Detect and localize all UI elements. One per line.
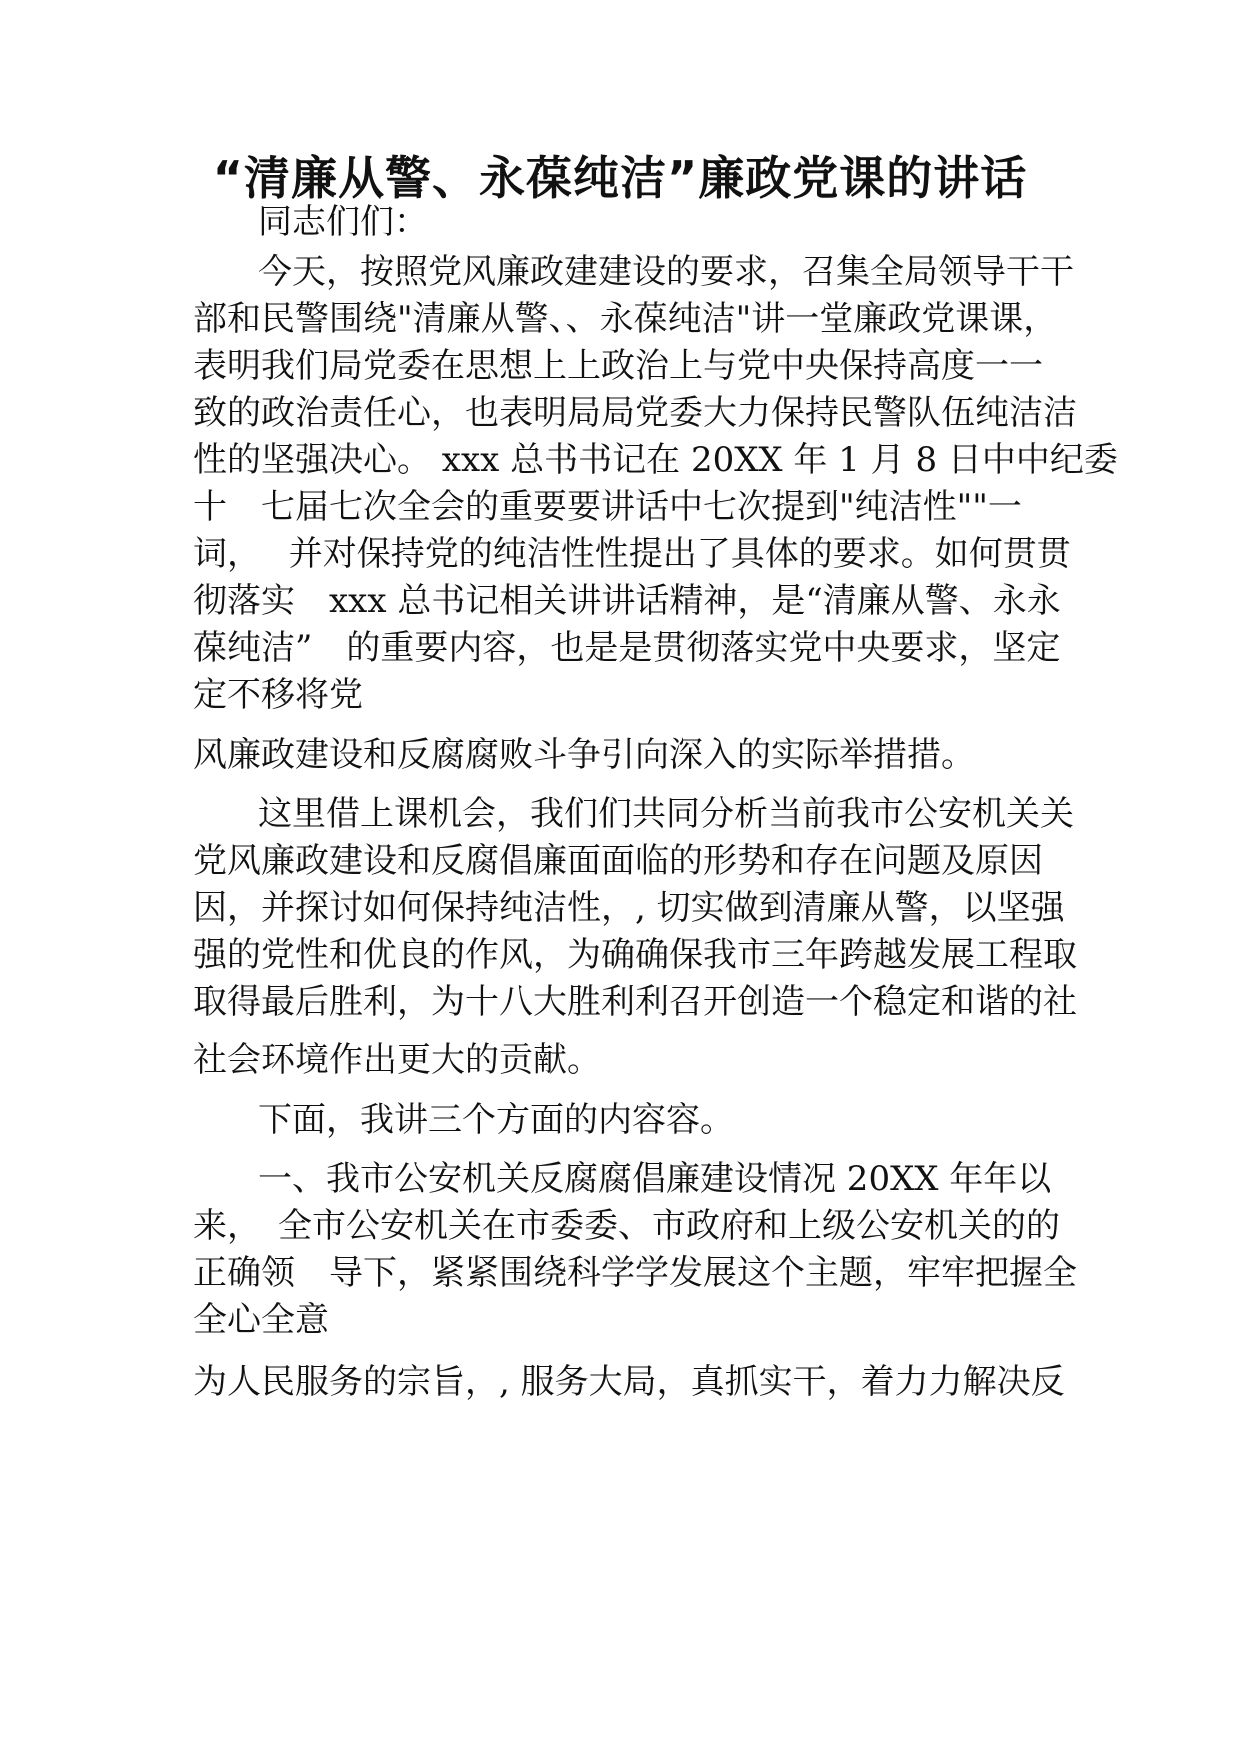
body-line: 为人民服务的宗旨，, 服务大局，真抓实干，着力力解决反 (193, 1362, 1065, 1402)
body-line: 词， 并对保持党的纯洁性性提出了具体的要求。如何贯贯 (193, 534, 1071, 574)
body-line: 十 七届七次全会的重要要讲话中七次提到"纯洁性""一 (193, 487, 1022, 527)
body-line: 党风廉政建设和反腐倡廉面面临的形势和存在问题及原因 (193, 841, 1043, 881)
body-line: 部和民警围绕"清廉从警、、永葆纯洁"讲一堂廉政党课课， (193, 299, 1058, 339)
body-line: 强的党性和优良的作风，为确确保我市三年跨越发展工程取 (193, 935, 1077, 975)
body-line: 今天，按照党风廉政建建设的要求，召集全局领导干干 (258, 252, 1074, 292)
body-line: 表明我们局党委在思想上上政治上与党中央保持高度一一 (193, 346, 1043, 386)
document-title: “清廉从警、永葆纯洁”廉政党课的讲话 (212, 151, 1028, 205)
body-line: 这里借上课机会，我们们共同分析当前我市公安机关关 (258, 794, 1074, 834)
body-line: 致的政治责任心，也表明局局党委大力保持民警队伍纯洁洁 (193, 393, 1077, 433)
section-heading-line: 一、我市公安机关反腐腐倡廉建设情况 20XX 年年以 (258, 1159, 1052, 1199)
body-line: 彻落实 xxx 总书记相关讲讲话精神，是“清廉从警、永永 (193, 581, 1061, 621)
body-line: 全心全意 (193, 1300, 329, 1340)
body-line: 定不移将党 (193, 675, 363, 715)
body-line: 正确领 导下，紧紧围绕科学学发展这个主题，牢牢把握全 (193, 1253, 1077, 1293)
salutation: 同志们们： (258, 202, 428, 242)
body-line: 性的坚强决心。 xxx 总书书记在 20XX 年 1 月 8 日中中纪委 (193, 440, 1118, 480)
body-line: 下面，我讲三个方面的内容容。 (258, 1100, 734, 1140)
body-line: 葆纯洁” 的重要内容，也是是贯彻落实党中央要求，坚定 (193, 628, 1061, 668)
body-line: 取得最后胜利，为十八大胜利利召开创造一个稳定和谐的社 (193, 982, 1077, 1022)
body-line: 来， 全市公安机关在市委委、市政府和上级公安机关的的 (193, 1206, 1060, 1246)
body-line: 社会环境作出更大的贡献。 (193, 1040, 601, 1080)
body-line: 因，并探讨如何保持纯洁性，, 切实做到清廉从警，以坚强 (193, 888, 1065, 928)
body-line: 风廉政建设和反腐腐败斗争引向深入的实际举措措。 (193, 735, 975, 775)
